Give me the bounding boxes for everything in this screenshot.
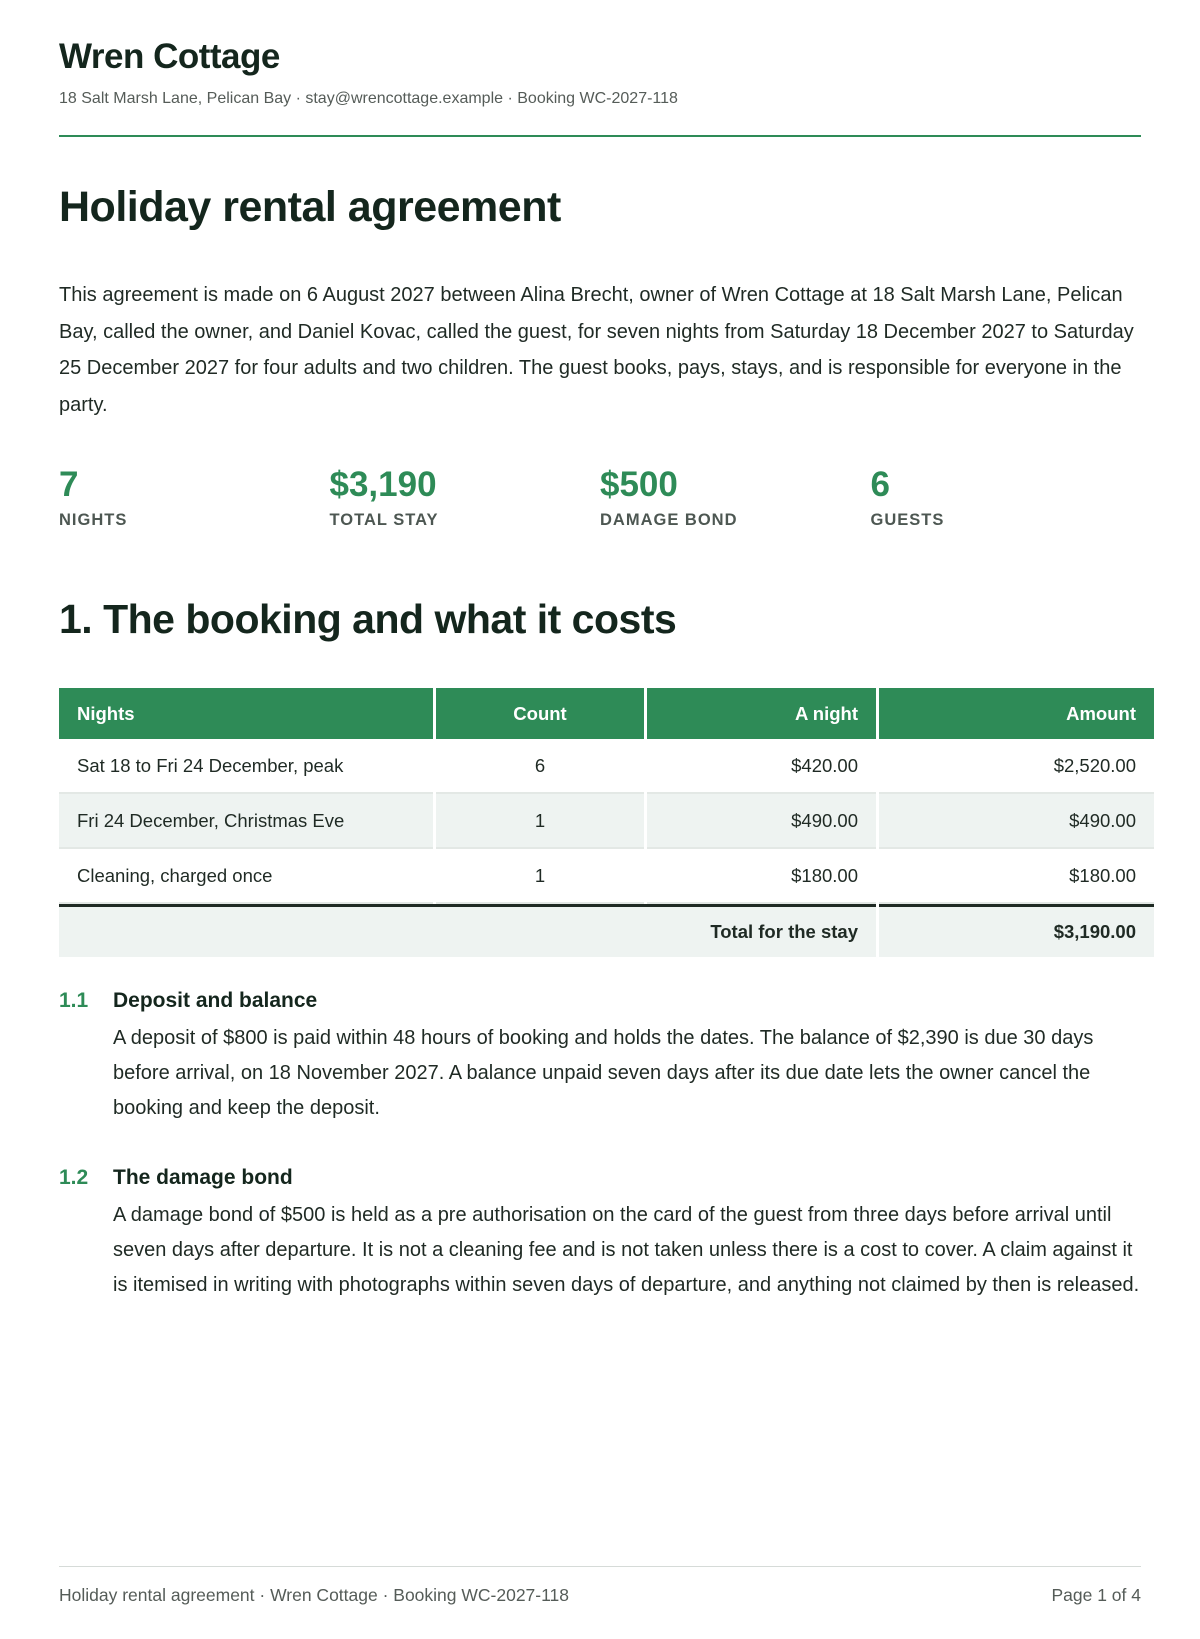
column-header-amount: Amount xyxy=(879,688,1154,739)
table-total-row xyxy=(59,904,1154,957)
table-row xyxy=(59,739,1154,794)
stat-label: TOTAL STAY xyxy=(329,511,439,529)
stat-damage-bond xyxy=(600,463,871,530)
column-header-rate: A night xyxy=(647,688,876,739)
stat-total-stay xyxy=(330,463,601,530)
stat-nights xyxy=(59,463,330,530)
column-header-count: Count xyxy=(436,688,644,739)
cell-amount: $2,520.00 xyxy=(879,739,1154,794)
total-label: Total for the stay xyxy=(59,904,876,957)
clause-body: A damage bond of $500 is held as a pre authorisation on the card of the guest from three days before arrival until seven days after departure. It is not a cleaning fee and is not taken unless there is a cost to cover. A claim against it is itemised in writing with photographs within seven days of departure, and anything not claimed by then is released. xyxy=(113,1204,1140,1296)
clause-heading xyxy=(59,1166,1141,1190)
clause-heading xyxy=(59,989,1141,1013)
clause-body: A deposit of $800 is paid within 48 hours of booking and holds the dates. The balance of $2,390 is due 30 days before arrival, on 18 November 2027. A balance unpaid seven days after its due date lets the owner cancel the booking and keep the deposit. xyxy=(113,1027,1094,1119)
cell-amount: $490.00 xyxy=(879,794,1154,849)
stat-guests xyxy=(871,463,1142,530)
clause-deposit xyxy=(59,989,1141,1126)
document-title: Holiday rental agreement xyxy=(59,183,561,231)
cell-count: 6 xyxy=(436,739,644,794)
stat-value: 6 xyxy=(870,465,890,504)
cell-description: Fri 24 December, Christmas Eve xyxy=(59,794,433,849)
letterhead xyxy=(59,0,1141,137)
section-heading: 1. The booking and what it costs xyxy=(59,596,677,642)
cell-description: Cleaning, charged once xyxy=(59,849,433,904)
footer-document-info: Holiday rental agreement · Wren Cottage · Booking WC-2027-118 xyxy=(59,1585,570,1605)
costs-table xyxy=(56,688,1157,957)
stat-label: GUESTS xyxy=(870,511,945,529)
cell-rate: $490.00 xyxy=(647,794,876,849)
column-header-nights: Nights xyxy=(59,688,433,739)
cell-amount: $180.00 xyxy=(879,849,1154,904)
cell-description: Sat 18 to Fri 24 December, peak xyxy=(59,739,433,794)
contact-line: 18 Salt Marsh Lane, Pelican Bay · stay@wrencottage.example · Booking WC-2027-118 xyxy=(59,90,678,107)
stat-value: $500 xyxy=(600,465,678,504)
clause-damage-bond xyxy=(59,1166,1141,1303)
total-value: $3,190.00 xyxy=(879,904,1154,957)
clause-number: 1.2 xyxy=(59,1166,89,1189)
page-footer xyxy=(59,1566,1141,1606)
clause-title: Deposit and balance xyxy=(113,989,318,1012)
clause-number: 1.1 xyxy=(59,989,89,1012)
page-number: Page 1 of 4 xyxy=(1051,1585,1141,1605)
intro-paragraph: This agreement is made on 6 August 2027 between Alina Brecht, owner of Wren Cottage at 18 Salt Marsh Lane, Pelican Bay, called the owner, and Daniel Kovac, called the guest, for seven nights from Saturday 18 December 2027 to Saturday 25 December 2027 for four adults and two children. The guest books, pays, stays, and is responsible for everyone in the party. xyxy=(59,284,1134,416)
table-row xyxy=(59,849,1154,904)
cell-count: 1 xyxy=(436,794,644,849)
clause-title: The damage bond xyxy=(113,1166,293,1189)
summary-stats xyxy=(59,463,1141,530)
stat-label: DAMAGE BOND xyxy=(600,511,738,529)
brand-name: Wren Cottage xyxy=(59,37,280,76)
stat-value: 7 xyxy=(59,465,79,504)
table-row xyxy=(59,794,1154,849)
cell-rate: $180.00 xyxy=(647,849,876,904)
cell-count: 1 xyxy=(436,849,644,904)
stat-value: $3,190 xyxy=(329,465,437,504)
stat-label: NIGHTS xyxy=(59,511,128,529)
table-header-row xyxy=(59,688,1154,739)
cell-rate: $420.00 xyxy=(647,739,876,794)
